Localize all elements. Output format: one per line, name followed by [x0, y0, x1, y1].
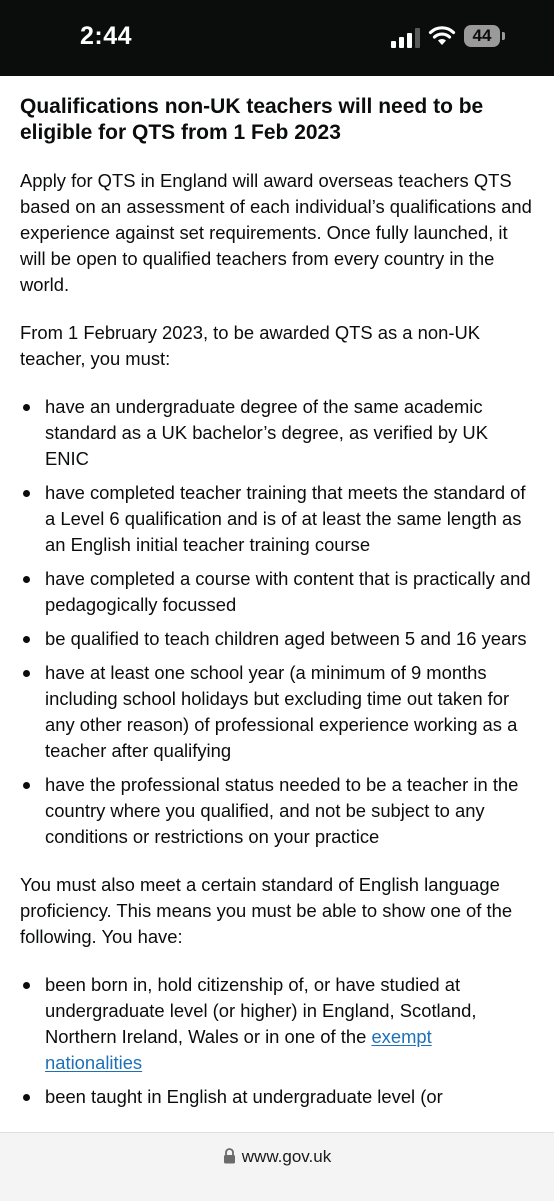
bullet-icon [23, 670, 30, 677]
bullet-icon [23, 576, 30, 583]
address-display[interactable] [0, 1147, 554, 1167]
bullet-icon [23, 636, 30, 643]
signal-icon [391, 28, 421, 48]
lock-icon [223, 1148, 236, 1164]
list-item-text: have completed a course with content that is practically and pedagogically focussed [45, 568, 531, 615]
status-bar [0, 0, 554, 76]
english-intro: You must also meet a certain standard of English language proficiency. This means you must be able to show one of the following. You have: [20, 874, 513, 947]
english-list [20, 972, 532, 1110]
list-item-text: have completed teacher training that meets the standard of a Level 6 qualification and is of at least the same length as an English initial teacher training course [45, 482, 526, 555]
exempt-nationalities-link[interactable]: exempt nationalities [45, 1026, 432, 1073]
list-item [20, 660, 532, 764]
list-item-text: have at least one school year (a minimum of 9 months including school holidays but excluding time out taken for any other reason) of professional experience working as a teacher after qualifying [45, 662, 518, 761]
list-item-text: have the professional status needed to be a teacher in the country where you qualified, and not be subject to any conditions or restrictions on your practice [45, 774, 519, 847]
list-item-text: be qualified to teach children aged between 5 and 16 years [45, 628, 527, 649]
status-time: 2:44 [80, 22, 133, 50]
bullet-icon [23, 982, 30, 989]
bullet-icon [23, 404, 30, 411]
list-item [20, 1084, 532, 1110]
bullet-icon [23, 782, 30, 789]
list-item [20, 772, 532, 850]
list-item [20, 394, 532, 472]
list-item [20, 480, 532, 558]
battery-tip [502, 32, 505, 40]
url-text: www.gov.uk [241, 1147, 332, 1166]
url-bar[interactable] [0, 1132, 554, 1201]
list-item [20, 972, 532, 1076]
list-item-text: have an undergraduate degree of the same academic standard as a UK bachelor’s degree, as verified by UK ENIC [45, 396, 488, 469]
bullet-icon [23, 490, 30, 497]
requirements-list [20, 394, 532, 850]
requirements-intro: From 1 February 2023, to be awarded QTS as a non-UK teacher, you must: [20, 322, 480, 369]
list-item-text: been born in, hold citizenship of, or have studied at undergraduate level (or higher) in England, Scotland, Northern Ireland, Wales or in one of the [45, 974, 477, 1047]
list-item-text: been taught in English at undergraduate level (or [45, 1086, 443, 1107]
battery-level: 44 [472, 26, 492, 45]
list-item [20, 626, 532, 652]
intro-paragraph: Apply for QTS in England will award overseas teachers QTS based on an assessment of each individual’s qualifications and experience against set requirements. Once fully launched, it will be open to qualified teachers from every country in the world. [20, 170, 532, 295]
bullet-icon [23, 1094, 30, 1101]
wifi-icon [428, 25, 456, 47]
battery-icon [464, 25, 500, 47]
section-heading: Qualifications non-UK teachers will need to be eligible for QTS from 1 Feb 2023 [20, 95, 484, 144]
list-item [20, 566, 532, 618]
page-content [20, 94, 532, 1132]
